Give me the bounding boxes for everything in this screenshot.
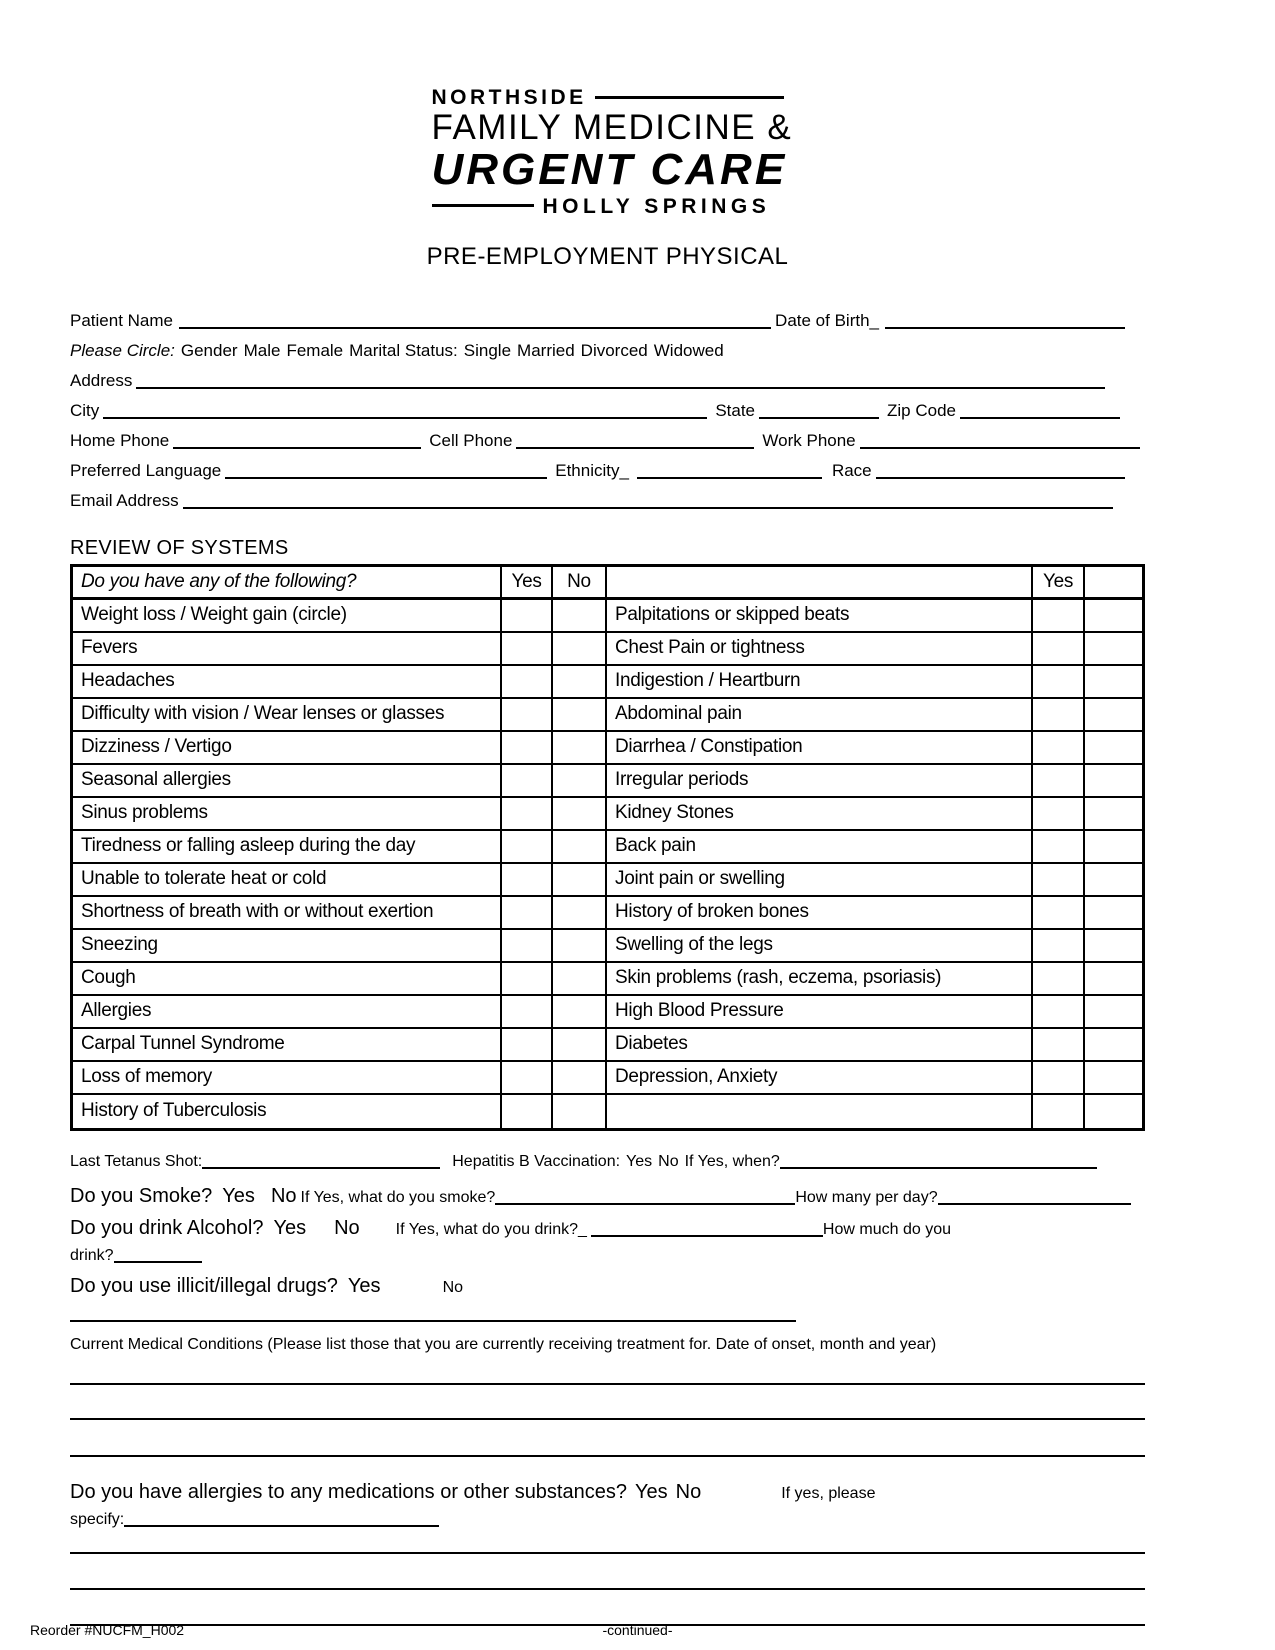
ros-header-yes-left: Yes — [502, 567, 553, 600]
ros-yes-cell-right[interactable] — [1033, 897, 1085, 930]
ros-symptom-label-right — [607, 1095, 1033, 1128]
allergy-specify-row — [70, 1511, 1145, 1539]
ros-yes-cell-right[interactable] — [1033, 732, 1085, 765]
ros-yes-cell-right[interactable] — [1033, 930, 1085, 963]
email-label: Email Address — [70, 490, 179, 510]
ros-no-cell-left[interactable] — [553, 1029, 607, 1062]
smoke-question: Do you Smoke? — [70, 1184, 213, 1207]
ros-symptom-label-left: Sinus problems — [73, 798, 502, 831]
home-phone-label: Home Phone — [70, 430, 170, 450]
smoke-howmany-label: How many per day? — [795, 1188, 938, 1206]
ros-yes-cell-left[interactable] — [502, 963, 553, 996]
ros-symptom-label-left: Fevers — [73, 633, 502, 666]
email-field-line[interactable] — [183, 507, 1113, 509]
ros-no-cell-right[interactable] — [1085, 1095, 1142, 1128]
ros-symptom-label-right: Indigestion / Heartburn — [607, 666, 1033, 699]
ros-symptom-label-left: Unable to tolerate heat or cold — [73, 864, 502, 897]
city-field-line[interactable] — [103, 417, 707, 419]
tetanus-field-line[interactable] — [202, 1167, 440, 1169]
alcohol-what-field-line[interactable] — [591, 1235, 823, 1237]
ros-yes-cell-right[interactable] — [1033, 1062, 1085, 1095]
zip-field-line[interactable] — [960, 417, 1120, 419]
allergy-row — [70, 1481, 1145, 1511]
smoke-what-field-line[interactable] — [495, 1203, 795, 1205]
ros-no-cell-left[interactable] — [553, 666, 607, 699]
ethnicity-field-line[interactable] — [637, 477, 822, 479]
ros-yes-cell-left[interactable] — [502, 633, 553, 666]
address-label: Address — [70, 370, 133, 390]
ros-yes-cell-right[interactable] — [1033, 666, 1085, 699]
conditions-line-1[interactable] — [70, 1382, 1145, 1385]
allergy-if-label: If yes, please — [781, 1484, 876, 1502]
ros-yes-cell-left[interactable] — [502, 897, 553, 930]
smoke-option-no[interactable]: No — [270, 1184, 297, 1207]
ros-yes-cell-left[interactable] — [502, 831, 553, 864]
alcohol-option-yes[interactable]: Yes — [273, 1216, 307, 1239]
ros-symptom-label-left: Carpal Tunnel Syndrome — [73, 1029, 502, 1062]
tetanus-hepb-row — [70, 1153, 1145, 1181]
patient-name-row — [70, 311, 1145, 341]
ros-header-spacer — [607, 567, 1033, 600]
logo-family-medicine: FAMILY MEDICINE & — [431, 108, 793, 147]
dob-label: Date of Birth_ — [775, 310, 879, 330]
marital-option-married[interactable]: Married — [517, 340, 575, 360]
ros-no-cell-right[interactable] — [1085, 1029, 1142, 1062]
page-footer — [0, 1622, 1275, 1638]
logo-rule-right — [595, 96, 784, 99]
clinic-logo — [431, 86, 793, 219]
ros-yes-cell-left[interactable] — [502, 930, 553, 963]
allergy-question: Do you have allergies to any medications or other substances? — [70, 1480, 627, 1503]
ros-symptom-label-right: Chest Pain or tightness — [607, 633, 1033, 666]
ros-symptom-label-right: Swelling of the legs — [607, 930, 1033, 963]
hepb-option-no[interactable]: No — [658, 1152, 679, 1170]
language-ethnicity-race-row — [70, 461, 1145, 491]
drugs-question: Do you use illicit/illegal drugs? — [70, 1274, 338, 1297]
ros-no-cell-left[interactable] — [553, 996, 607, 1029]
gender-option-female[interactable]: Female — [286, 340, 344, 360]
patient-name-field-line[interactable] — [179, 327, 771, 329]
ros-no-cell-right[interactable] — [1085, 765, 1142, 798]
ros-symptom-label-left: Allergies — [73, 996, 502, 1029]
ros-header-question: Do you have any of the following? — [73, 567, 502, 600]
conditions-line-2[interactable] — [70, 1417, 1145, 1420]
form-title: PRE-EMPLOYMENT PHYSICAL — [426, 242, 789, 270]
ros-no-cell-right[interactable] — [1085, 633, 1142, 666]
hepb-option-yes[interactable]: Yes — [626, 1152, 653, 1170]
ros-symptom-label-right: Kidney Stones — [607, 798, 1033, 831]
home-phone-field-line[interactable] — [173, 447, 421, 449]
ros-yes-cell-left[interactable] — [502, 732, 553, 765]
ros-yes-cell-left[interactable] — [502, 765, 553, 798]
ros-yes-cell-right[interactable] — [1033, 963, 1085, 996]
ros-symptom-label-right: Skin problems (rash, eczema, psoriasis) — [607, 963, 1033, 996]
gender-option-male[interactable]: Male — [243, 340, 281, 360]
preferred-language-label: Preferred Language — [70, 460, 222, 480]
ros-yes-cell-right[interactable] — [1033, 600, 1085, 633]
alcohol-howmuch-label: How much do you — [822, 1220, 951, 1238]
ros-no-cell-left[interactable] — [553, 963, 607, 996]
ros-no-cell-right[interactable] — [1085, 963, 1142, 996]
email-row — [70, 491, 1145, 521]
state-label: State — [715, 400, 756, 420]
patient-name-label: Patient Name — [70, 310, 173, 330]
cell-phone-field-line[interactable] — [516, 447, 754, 449]
ros-symptom-label-left: History of Tuberculosis — [73, 1095, 502, 1128]
ros-symptom-label-left: Dizziness / Vertigo — [73, 732, 502, 765]
conditions-label: Current Medical Conditions (Please list those that you are currently receiving treatment for. Date of onset, month and year) — [70, 1335, 937, 1353]
ros-no-cell-right[interactable] — [1085, 732, 1142, 765]
allergy-specify-field-line[interactable] — [124, 1525, 439, 1527]
ros-no-cell-left[interactable] — [553, 930, 607, 963]
ros-symptom-label-right: Diabetes — [607, 1029, 1033, 1062]
logo-holly-springs: HOLLY SPRINGS — [542, 194, 771, 218]
alcohol-option-no[interactable]: No — [334, 1216, 360, 1239]
cell-phone-label: Cell Phone — [429, 430, 513, 450]
ros-yes-cell-right[interactable] — [1033, 1029, 1085, 1062]
marital-option-divorced[interactable]: Divorced — [580, 340, 648, 360]
smoke-what-label: If Yes, what do you smoke? — [300, 1188, 496, 1206]
drugs-answer-line[interactable] — [70, 1319, 796, 1322]
ros-yes-cell-right[interactable] — [1033, 996, 1085, 1029]
allergy-specify-label: specify: — [70, 1510, 125, 1528]
ros-symptom-label-right: Irregular periods — [607, 765, 1033, 798]
ros-symptom-label-right: Diarrhea / Constipation — [607, 732, 1033, 765]
ros-yes-cell-left[interactable] — [502, 600, 553, 633]
hepb-when-label: If Yes, when? — [684, 1152, 780, 1170]
marital-option-single[interactable]: Single — [463, 340, 512, 360]
smoke-row — [70, 1185, 1145, 1217]
allergy-line-1[interactable] — [70, 1551, 1145, 1554]
ros-yes-cell-right[interactable] — [1033, 699, 1085, 732]
drugs-option-yes[interactable]: Yes — [347, 1274, 381, 1297]
drugs-row — [70, 1275, 1145, 1307]
ros-symptom-label-left: Difficulty with vision / Wear lenses or glasses — [73, 699, 502, 732]
alcohol-row — [70, 1217, 1145, 1247]
review-of-systems-heading: REVIEW OF SYSTEMS — [70, 536, 289, 559]
ros-no-cell-left[interactable] — [553, 1062, 607, 1095]
ros-symptom-label-left: Loss of memory — [73, 1062, 502, 1095]
continued-label: -continued- — [602, 1622, 673, 1638]
ros-yes-cell-right[interactable] — [1033, 633, 1085, 666]
ros-no-cell-right[interactable] — [1085, 666, 1142, 699]
conditions-line-3[interactable] — [70, 1454, 1145, 1457]
ros-no-cell-left[interactable] — [553, 864, 607, 897]
ros-no-cell-right[interactable] — [1085, 1062, 1142, 1095]
ros-symptom-label-left: Tiredness or falling asleep during the day — [73, 831, 502, 864]
ros-no-cell-right[interactable] — [1085, 600, 1142, 633]
marital-option-widowed[interactable]: Widowed — [653, 340, 724, 360]
ros-no-cell-right[interactable] — [1085, 798, 1142, 831]
zip-label: Zip Code — [887, 400, 956, 420]
drugs-option-no[interactable]: No — [442, 1278, 464, 1296]
work-phone-label: Work Phone — [762, 430, 856, 450]
smoke-option-yes[interactable]: Yes — [222, 1184, 255, 1207]
city-label: City — [70, 400, 100, 420]
state-field-line[interactable] — [759, 417, 879, 419]
ros-no-cell-left[interactable] — [553, 765, 607, 798]
logo-rule-left — [432, 204, 534, 207]
ros-header-no-left: No — [553, 567, 607, 600]
circle-options-row — [70, 341, 1145, 371]
ros-no-cell-left[interactable] — [553, 600, 607, 633]
alcohol-wrap-row — [70, 1247, 1145, 1275]
ros-symptom-label-right: Abdominal pain — [607, 699, 1033, 732]
logo-northside: NORTHSIDE — [431, 86, 587, 109]
ros-no-cell-right[interactable] — [1085, 930, 1142, 963]
address-field-line[interactable] — [136, 387, 1105, 389]
ros-no-cell-right[interactable] — [1085, 897, 1142, 930]
ros-no-cell-right[interactable] — [1085, 699, 1142, 732]
gender-label: Gender — [180, 340, 238, 360]
ros-symptom-label-right: Palpitations or skipped beats — [607, 600, 1033, 633]
ros-yes-cell-left[interactable] — [502, 666, 553, 699]
ros-symptom-label-right: Back pain — [607, 831, 1033, 864]
review-of-systems-table — [70, 564, 1145, 1131]
ros-symptom-label-left: Sneezing — [73, 930, 502, 963]
ros-symptom-label-left: Cough — [73, 963, 502, 996]
ros-no-cell-left[interactable] — [553, 732, 607, 765]
ros-no-cell-left[interactable] — [553, 1095, 607, 1128]
ros-yes-cell-left[interactable] — [502, 864, 553, 897]
smoke-howmany-field-line[interactable] — [938, 1203, 1131, 1205]
work-phone-field-line[interactable] — [860, 447, 1140, 449]
dob-field-line[interactable] — [885, 327, 1125, 329]
ros-no-cell-left[interactable] — [553, 633, 607, 666]
please-circle-label: Please Circle: — [70, 340, 175, 360]
ros-no-cell-left[interactable] — [553, 798, 607, 831]
allergy-line-2[interactable] — [70, 1587, 1145, 1590]
ros-yes-cell-left[interactable] — [502, 996, 553, 1029]
city-state-zip-row — [70, 401, 1145, 431]
ros-symptom-label-right: Joint pain or swelling — [607, 864, 1033, 897]
ros-yes-cell-left[interactable] — [502, 699, 553, 732]
alcohol-question: Do you drink Alcohol? — [70, 1216, 264, 1239]
phones-row — [70, 431, 1145, 461]
allergy-option-no[interactable]: No — [675, 1480, 702, 1503]
address-row — [70, 371, 1145, 401]
hepb-when-field-line[interactable] — [780, 1167, 1097, 1169]
ros-symptom-label-right: Depression, Anxiety — [607, 1062, 1033, 1095]
patient-info-section — [70, 311, 1145, 521]
ros-no-cell-right[interactable] — [1085, 996, 1142, 1029]
hepb-label: Hepatitis B Vaccination: — [452, 1152, 621, 1170]
ros-yes-cell-right[interactable] — [1033, 765, 1085, 798]
ros-symptom-label-left: Seasonal allergies — [73, 765, 502, 798]
ros-header-yes-right: Yes — [1033, 567, 1085, 600]
ros-header-empty-right — [1085, 567, 1142, 600]
ros-symptom-label-left: Headaches — [73, 666, 502, 699]
alcohol-howmuch-field-line[interactable] — [114, 1261, 202, 1263]
ros-no-cell-right[interactable] — [1085, 831, 1142, 864]
ros-symptom-label-left: Weight loss / Weight gain (circle) — [73, 600, 502, 633]
ros-yes-cell-left[interactable] — [502, 1029, 553, 1062]
race-label: Race — [831, 460, 872, 480]
race-field-line[interactable] — [876, 477, 1125, 479]
logo-urgent-care: URGENT CARE — [431, 144, 788, 194]
ros-yes-cell-right[interactable] — [1033, 831, 1085, 864]
alcohol-howmuch-wrap-label: drink? — [70, 1246, 114, 1264]
alcohol-what-label: If Yes, what do you drink?_ — [395, 1220, 587, 1238]
tetanus-label: Last Tetanus Shot: — [70, 1152, 203, 1170]
ros-symptom-label-left: Shortness of breath with or without exertion — [73, 897, 502, 930]
ros-no-cell-right[interactable] — [1085, 864, 1142, 897]
ros-yes-cell-left[interactable] — [502, 1095, 553, 1128]
ros-yes-cell-right[interactable] — [1033, 1095, 1085, 1128]
reorder-number: Reorder #NUCFM_H002 — [30, 1622, 185, 1638]
ros-yes-cell-right[interactable] — [1033, 864, 1085, 897]
language-field-line[interactable] — [225, 477, 547, 479]
ros-no-cell-left[interactable] — [553, 897, 607, 930]
ros-symptom-label-right: High Blood Pressure — [607, 996, 1033, 1029]
ros-no-cell-left[interactable] — [553, 699, 607, 732]
allergy-option-yes[interactable]: Yes — [634, 1480, 668, 1503]
ros-symptom-label-right: History of broken bones — [607, 897, 1033, 930]
ros-no-cell-left[interactable] — [553, 831, 607, 864]
ros-yes-cell-left[interactable] — [502, 798, 553, 831]
ethnicity-label: Ethnicity_ — [555, 460, 629, 480]
marital-status-label: Marital Status: — [349, 340, 458, 360]
ros-yes-cell-right[interactable] — [1033, 798, 1085, 831]
ros-yes-cell-left[interactable] — [502, 1062, 553, 1095]
